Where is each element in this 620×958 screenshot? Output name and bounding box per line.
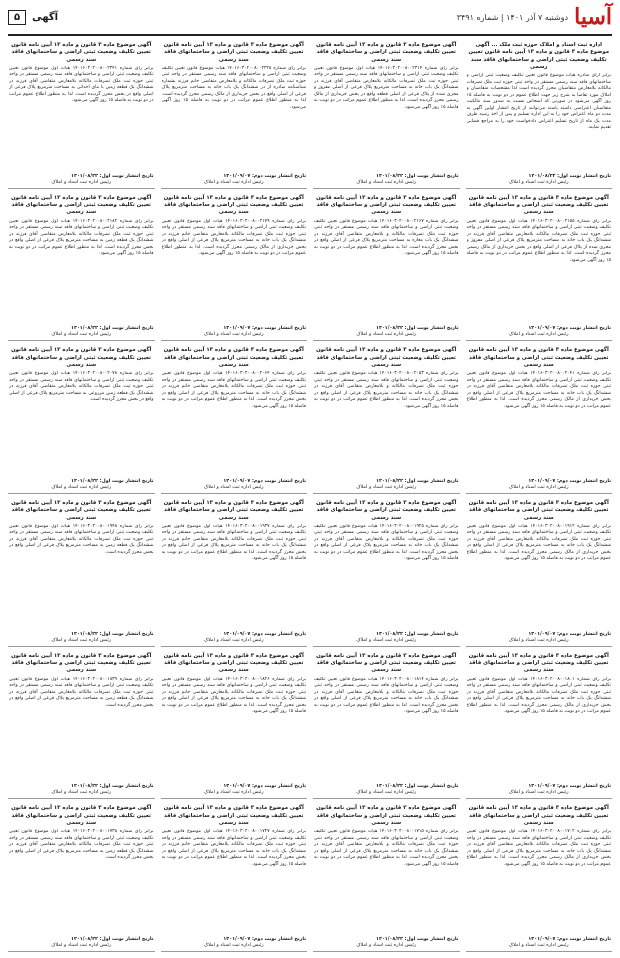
page-number: ۵ (8, 10, 26, 25)
ad-notice (8, 345, 155, 494)
ad-title: آگهی موضوع ماده ۳ قانون و ماده ۱۳ آیین نامه قانون تعیین تکلیف وضعیت ثبتی اراضی و ساختمانهای فاقد سند رسمی (11, 347, 152, 368)
ad-publish-date: تاریخ انتشار نوبت اول: ۱۴۰۱/۰۸/۲۲ (71, 937, 154, 942)
ad-body: برابر رای شماره ۱۴۰۱۶۰۳۰۲۰۰۸۰۰۲۰۵۳ هیات موضوع قانون تعیین تکلیف وضعیت ثبتی اراضی و ساختمانهای فاقد سند رسمی مستقر در واحد ثبتی حوزه ثبت ملک تصرفات مالکانه و بلامعارض متقاضی آقای فرزند در ششدانگ یک باب خانه به مساحت مترمربع پلاک فرعی از اصلی واقع در بخش محرز گردیده است. لذا به منظور اطلاع عموم مراتب در دو نوبت به فاصله ۱۵ روز آگهی می‌شود. (314, 371, 459, 409)
ad-signature: رئیس اداره ثبت اسناد و املاک (203, 332, 264, 338)
ad-title: آگهی موضوع ماده ۳ قانون و ماده ۱۳ آیین نامه قانون تعیین تکلیف وضعیت ثبتی اراضی و ساختمانهای فاقد سند رسمی (316, 194, 457, 216)
ad-signature: رئیس اداره ثبت اسناد و املاک (356, 332, 417, 338)
ad-publish-date: تاریخ انتشار نوبت اول: ۱۴۰۱/۰۸/۲۲ (528, 173, 611, 179)
ad-notice (8, 651, 155, 800)
page-header (8, 0, 612, 36)
ad-title: آگهی موضوع ماده ۳ قانون و ماده ۱۳ آیین نامه قانون تعیین تکلیف وضعیت ثبتی اراضی و ساختمانهای فاقد سند رسمی (316, 500, 457, 521)
ad-signature: رئیس اداره ثبت اسناد و املاک (203, 485, 264, 490)
ad-notice (313, 803, 460, 952)
ad-body: برابر رای شماره ۱۴۰۱۶۰۳۰۲۰۰۸۰۰۱۷۱۵ هیات موضوع قانون تعیین تکلیف وضعیت ثبتی اراضی و ساختمانهای فاقد سند رسمی مستقر در واحد ثبتی حوزه ثبت ملک تصرفات مالکانه و بلامعارض متقاضی آقای فرزند در ششدانگ یک باب خانه به مساحت مترمربع پلاک فرعی از اصلی واقع در بخش محرز گردیده است. لذا به منظور اطلاع عموم مراتب در دو نوبت به فاصله ۱۵ روز آگهی می‌شود. (314, 829, 459, 867)
ad-signature: رئیس اداره ثبت اسناد و املاک (508, 179, 569, 185)
ad-signature: رئیس اداره ثبت اسناد و املاک (203, 790, 264, 796)
ad-title: آگهی موضوع ماده ۳ قانون و ماده ۱۳ آیین نامه قانون تعیین تکلیف وضعیت ثبتی اراضی و ساختمانهای فاقد سند رسمی (11, 500, 152, 521)
ad-body: برابر رای شماره ۱۴۰۱۶۰۳۰۲۰۰۸۰۰۱۸۰۱ هیات اول موضوع قانون تعیین تکلیف وضعیت ثبتی اراضی و ساختمانهای فاقد سند رسمی مستقر در واحد ثبتی حوزه ثبت ملک تصرفات مالکانه بلامعارض متقاضی آقای فرزند در ششدانگ یک باب خانه به مساحت مترمربع پلاک فرعی از اصلی واقع در بخش خریداری از مالک رسمی محرز گردیده است. لذا به منظور اطلاع عموم مراتب در دو نوبت به فاصله ۱۵ روز آگهی می‌شود. (466, 676, 611, 715)
ad-signature: رئیس اداره ثبت اسناد و املاک (356, 943, 417, 948)
ad-body: برابر رای شماره ۱۴۰۱۶۰۳۰۲۰۰۸۰۰۱۸۲۶ هیات اول موضوع قانون تعیین تکلیف وضعیت ثبتی اراضی و ساختمانهای فاقد سند رسمی مستقر در واحد ثبتی حوزه ثبت ملک تصرفات مالکانه بلامعارض متقاضی خانم فرزند در ششدانگ یک باب خانه به مساحت مترمربع پلاک فرعی از اصلی واقع در بخش محرز گردیده است. لذا به منظور اطلاع عموم مراتب در دو نوبت به فاصله ۱۵ روز آگهی می‌شود. (161, 676, 306, 715)
ad-publish-date: تاریخ انتشار نوبت اول: ۱۴۰۱/۰۸/۲۲ (376, 784, 459, 790)
ad-signature: رئیس اداره ثبت اسناد و املاک (356, 790, 417, 796)
ad-body: برابر رای شماره ۱۴۰۱۶۰۳۰۲۰۰۸۰۰۲۳۲۸ هیات موضوع قانون تعیین تکلیف وضعیت ثبتی اراضی و ساختمانهای فاقد سند رسمی مستقر در واحد ثبتی حوزه ثبت ملک تصرفات مالکانه و بلامعارض متقاضی خانم فرزند بشماره شناسنامه صادره از در ششدانگ یک باب خانه به مساحت مترمربع پلاک فرعی از اصلی واقع در بخش خریداری از مالک رسمی محرز گردیده است. لذا به منظور اطلاع عموم مراتب در دو نوبت به فاصله ۱۵ روز آگهی می‌شود. (161, 65, 306, 110)
ad-notice (161, 803, 308, 952)
ad-signature: رئیس اداره ثبت اسناد و املاک (51, 485, 112, 490)
ad-signature: رئیس اداره ثبت اسناد و املاک (356, 179, 417, 185)
ad-title: آگهی موضوع ماده ۳ قانون و ماده ۱۳ آیین نامه قانون تعیین تکلیف وضعیت ثبتی اراضی و ساختمانهای فاقد سند رسمی (316, 805, 457, 826)
ad-notice (313, 651, 460, 800)
ad-publish-date: تاریخ انتشار نوبت دوم: ۱۴۰۱/۰۹/۰۷ (223, 479, 306, 484)
ad-title: اداره ثبت اسناد و املاک حوزه ثبت ملک ... آگهی موضوع ماده ۳ قانون و ماده ۱۳ آیین نامه قانون تعیین تکلیف وضعیت ثبتی اراضی و ساختمانهای فاقد سند رسمی (468, 42, 610, 70)
ad-title: آگهی موضوع ماده ۳ قانون و ماده ۱۳ آیین نامه قانون تعیین تکلیف وضعیت ثبتی اراضی و ساختمانهای فاقد سند رسمی (163, 805, 304, 826)
ad-signature: رئیس اداره ثبت اسناد و املاک (203, 637, 264, 643)
ad-publish-date: تاریخ انتشار نوبت دوم: ۱۴۰۱/۰۹/۰۷ (528, 631, 611, 637)
ad-publish-date: تاریخ انتشار نوبت دوم: ۱۴۰۱/۰۹/۰۷ (528, 326, 611, 332)
ad-title: آگهی موضوع ماده ۳ قانون و ماده ۱۳ آیین نامه قانون تعیین تکلیف وضعیت ثبتی اراضی و ساختمانهای فاقد سند رسمی (163, 652, 304, 674)
ad-signature: رئیس اداره ثبت اسناد و املاک (51, 332, 112, 338)
ad-publish-date: تاریخ انتشار نوبت اول: ۱۴۰۱/۰۸/۲۲ (71, 326, 154, 332)
ad-notice (161, 498, 308, 647)
ad-title: آگهی موضوع ماده ۳ قانون و ماده ۱۳ آیین نامه قانون تعیین تکلیف وضعیت ثبتی اراضی و ساختمانهای فاقد سند رسمی (468, 347, 609, 368)
ad-title: آگهی موضوع ماده ۳ قانون و ماده ۱۳ آیین نامه قانون تعیین تکلیف وضعیت ثبتی اراضی و ساختمانهای فاقد سند رسمی (316, 652, 457, 674)
ad-notice (8, 803, 155, 952)
ad-publish-date: تاریخ انتشار نوبت اول: ۱۴۰۱/۰۸/۲۲ (71, 479, 154, 484)
ad-body: برابر رای شماره ۱۴۰۱۶۰۳۰۲۰۰۸۰۰۲۰۴۱ هیات اول موضوع قانون تعیین تکلیف وضعیت ثبتی اراضی و ساختمانهای فاقد سند رسمی مستقر در واحد ثبتی حوزه ثبت ملک تصرفات مالکانه بلامعارض متقاضی آقای فرزند در ششدانگ یک باب خانه به مساحت مترمربع پلاک فرعی از اصلی واقع در بخش خریداری از مالک رسمی محرز گردیده است. لذا به منظور اطلاع عموم مراتب در دو نوبت به فاصله ۱۵ روز آگهی می‌شود. (466, 371, 611, 409)
ad-publish-date: تاریخ انتشار نوبت دوم: ۱۴۰۱/۰۹/۰۷ (223, 326, 306, 332)
ad-notice (466, 651, 613, 800)
ad-publish-date: تاریخ انتشار نوبت دوم: ۱۴۰۱/۰۹/۰۷ (528, 937, 611, 942)
ad-signature: رئیس اداره ثبت اسناد و املاک (51, 943, 112, 948)
ad-notice (466, 345, 613, 494)
ad-publish-date: تاریخ انتشار نوبت دوم: ۱۴۰۱/۰۹/۰۷ (223, 784, 306, 790)
ad-notice (8, 498, 155, 647)
ad-publish-date: تاریخ انتشار نوبت اول: ۱۴۰۱/۰۸/۲۲ (71, 173, 154, 179)
newspaper-logo: آسیا (574, 4, 612, 30)
ad-signature: رئیس اداره ثبت اسناد و املاک (508, 485, 569, 490)
ad-notice (161, 193, 308, 342)
ad-signature: رئیس اداره ثبت اسناد و املاک (51, 637, 112, 643)
ad-body: برابر رای شماره ۱۴۰۱۶۰۳۰۲۰۰۸۰۰۱۸۱۴ هیات موضوع قانون تعیین تکلیف وضعیت ثبتی اراضی و ساختمانهای فاقد سند رسمی مستقر در واحد ثبتی حوزه ثبت ملک تصرفات مالکانه و بلامعارض متقاضی آقای فرزند در ششدانگ یک باب خانه به مساحت مترمربع پلاک فرعی از اصلی واقع در بخش محرز گردیده است. لذا به منظور اطلاع عموم مراتب در دو نوبت به فاصله ۱۵ روز آگهی می‌شود. (314, 676, 459, 715)
ad-publish-date: تاریخ انتشار نوبت اول: ۱۴۰۱/۰۸/۲۲ (376, 173, 459, 179)
ad-body: برابر رای شماره ۱۴۰۱۶۰۳۰۲۰۰۸۰۰۲۱۵۵ هیات اول موضوع قانون تعیین تکلیف وضعیت ثبتی اراضی و ساختمانهای فاقد سند رسمی مستقر در واحد ثبتی حوزه ثبت ملک تصرفات مالکانه بلامعارض متقاضی آقای فرزند در ششدانگ یک باب خانه به مساحت مترمربع پلاک فرعی از اصلی مفروز و مجزی شده از پلاک فرعی از اصلی واقع در بخش خریداری از مالک رسمی محرز گردیده است. لذا به منظور اطلاع عموم مراتب در دو نوبت به فاصله ۱۵ روز آگهی می‌شود. (466, 218, 611, 263)
ad-signature: رئیس اداره ثبت اسناد و املاک (51, 790, 112, 796)
ad-body: برابر رای شماره ۱۴۰۱۶۰۳۰۲۰۰۸۰۰۱۷۲۷ هیات اول موضوع قانون تعیین تکلیف وضعیت ثبتی اراضی و ساختمانهای فاقد سند رسمی مستقر در واحد ثبتی حوزه ثبت ملک تصرفات مالکانه بلامعارض متقاضی خانم فرزند در ششدانگ یک باب خانه به مساحت مترمربع پلاک فرعی از اصلی واقع در بخش محرز گردیده است. لذا به منظور اطلاع عموم مراتب در دو نوبت به فاصله ۱۵ روز آگهی می‌شود. (161, 829, 306, 867)
ad-title: آگهی موضوع ماده ۳ قانون و ماده ۱۳ آیین نامه قانون تعیین تکلیف وضعیت ثبتی اراضی و ساختمانهای فاقد سند رسمی (163, 42, 304, 63)
ad-publish-date: تاریخ انتشار نوبت دوم: ۱۴۰۱/۰۹/۰۷ (223, 937, 306, 942)
ad-title: آگهی موضوع ماده ۳ قانون و ماده ۱۳ آیین نامه قانون تعیین تکلیف وضعیت ثبتی اراضی و ساختمانهای فاقد سند رسمی (11, 805, 152, 826)
ad-notice (8, 40, 155, 189)
section-title: آگهی (32, 11, 59, 23)
ad-publish-date: تاریخ انتشار نوبت دوم: ۱۴۰۱/۰۹/۰۷ (223, 631, 306, 637)
ad-notice (466, 803, 613, 952)
ad-publish-date: تاریخ انتشار نوبت دوم: ۱۴۰۱/۰۹/۰۷ (223, 173, 306, 179)
ad-notice (313, 193, 460, 342)
ad-notice (313, 345, 460, 494)
ad-signature: رئیس اداره ثبت اسناد و املاک (51, 179, 112, 185)
ad-title: آگهی موضوع ماده ۳ قانون و ماده ۱۳ آیین نامه قانون تعیین تکلیف وضعیت ثبتی اراضی و ساختمانهای فاقد سند رسمی (468, 194, 609, 216)
ad-body: برابر رای شماره ۱۴۰۱۶۰۳۰۲۰۰۸۰۰۲۰۶۴ هیات اول موضوع قانون تعیین تکلیف وضعیت ثبتی اراضی و ساختمانهای فاقد سند رسمی مستقر در واحد ثبتی حوزه ثبت ملک تصرفات مالکانه بلامعارض متقاضی خانم فرزند در ششدانگ یک باب خانه به مساحت مترمربع پلاک فرعی از اصلی واقع در بخش محرز گردیده است. لذا به منظور اطلاع عموم مراتب در دو نوبت به فاصله ۱۵ روز آگهی می‌شود. (161, 371, 306, 409)
ad-title: آگهی موضوع ماده ۳ قانون و ماده ۱۳ آیین نامه قانون تعیین تکلیف وضعیت ثبتی اراضی و ساختمانهای فاقد سند رسمی (163, 500, 304, 521)
ad-body: برابر رای شماره ۱۴۰۱۶۰۳۰۲۰۰۸۰۰۲۳۱۴ هیات اول موضوع قانون تعیین تکلیف وضعیت ثبتی اراضی و ساختمانهای فاقد سند رسمی مستقر در واحد ثبتی حوزه ثبت ملک تصرفات مالکانه بلامعارض متقاضی آقای فرزند در ششدانگ یک باب خانه به مساحت مترمربع پلاک فرعی از اصلی مفروز و مجزی شده از پلاک فرعی از اصلی قطعه واقع در بخش خریداری از مالک رسمی محرز گردیده است. لذا به منظور اطلاع عموم مراتب در دو نوبت به فاصله ۱۵ روز آگهی می‌شود. (314, 65, 459, 110)
ad-body: برابر رای شماره ۱۴۰۱۶۰۳۰۲۰۰۸۰۰۱۹۲۵ هیات موضوع قانون تعیین تکلیف وضعیت ثبتی اراضی و ساختمانهای فاقد سند رسمی مستقر در واحد ثبتی حوزه ثبت ملک تصرفات مالکانه و بلامعارض متقاضی آقای فرزند در ششدانگ یک باب خانه به مساحت مترمربع پلاک فرعی از اصلی واقع در بخش محرز گردیده است. لذا به منظور اطلاع عموم مراتب در دو نوبت به فاصله ۱۵ روز آگهی می‌شود. (314, 523, 459, 562)
ad-notice (313, 40, 460, 189)
ad-signature: رئیس اداره ثبت اسناد و املاک (356, 485, 417, 490)
ad-notice (161, 651, 308, 800)
ad-title: آگهی موضوع ماده ۳ قانون و ماده ۱۳ آیین نامه قانون تعیین تکلیف وضعیت ثبتی اراضی و ساختمانهای فاقد سند رسمی (468, 805, 609, 826)
ad-notice (466, 498, 613, 647)
ad-publish-date: تاریخ انتشار نوبت اول: ۱۴۰۱/۰۸/۲۲ (71, 784, 154, 790)
ad-body: برابر رای شماره ۱۴۰۱۶۰۳۰۲۰۰۸۰۰۱۷۳۸ هیات اول موضوع قانون تعیین تکلیف وضعیت ثبتی اراضی و ساختمانهای فاقد سند رسمی مستقر در واحد ثبتی حوزه ثبت ملک تصرفات مالکانه بلامعارض متقاضی آقای فرزند در ششدانگ یک قطعه زمین به مساحت مترمربع پلاک فرعی از اصلی واقع در بخش محرز گردیده است. (9, 829, 154, 861)
ad-body: برابر رای شماره ۱۴۰۱۶۰۳۰۲۰۰۸۰۰۱۹۱۲ هیات اول موضوع قانون تعیین تکلیف وضعیت ثبتی اراضی و ساختمانهای فاقد سند رسمی مستقر در واحد ثبتی حوزه ثبت ملک تصرفات مالکانه بلامعارض متقاضی آقای فرزند در ششدانگ یک باب خانه به مساحت مترمربع پلاک فرعی از اصلی واقع در بخش خریداری از مالک رسمی محرز گردیده است. لذا به منظور اطلاع عموم مراتب در دو نوبت به فاصله ۱۵ روز آگهی می‌شود. (466, 523, 611, 562)
ad-body: برابر رای شماره ۱۴۰۱۶۰۳۰۲۰۰۸۰۰۱۹۳۷ هیات اول موضوع قانون تعیین تکلیف وضعیت ثبتی اراضی و ساختمانهای فاقد سند رسمی مستقر در واحد ثبتی حوزه ثبت ملک تصرفات مالکانه بلامعارض متقاضی خانم فرزند در ششدانگ یک باب خانه به مساحت مترمربع پلاک فرعی از اصلی واقع در بخش محرز گردیده است. لذا به منظور اطلاع عموم مراتب در دو نوبت به فاصله ۱۵ روز آگهی می‌شود. (161, 523, 306, 562)
ad-body: برابر رای شماره ۱۴۰۱۶۰۳۰۲۰۰۸۰۰۱۹۴۸ هیات اول موضوع قانون تعیین تکلیف وضعیت ثبتی اراضی و ساختمانهای فاقد سند رسمی مستقر در واحد ثبتی حوزه ثبت ملک تصرفات مالکانه بلامعارض متقاضی آقای فرزند در ششدانگ یک قطعه زمین به مساحت مترمربع پلاک فرعی از اصلی واقع در بخش محرز گردیده است. (9, 523, 154, 555)
ad-body: برابر رای شماره ۱۴۰۱۶۰۳۰۲۰۰۸۰۰۲۱۶۷ هیات موضوع قانون تعیین تکلیف وضعیت ثبتی اراضی و ساختمانهای فاقد سند رسمی مستقر در واحد ثبتی حوزه ثبت ملک تصرفات مالکانه و بلامعارض متقاضی آقای فرزند در ششدانگ یک باب مغازه به مساحت مترمربع پلاک فرعی از اصلی واقع در بخش محرز گردیده است. لذا به منظور اطلاع عموم مراتب در دو نوبت به فاصله ۱۵ روز آگهی می‌شود. (314, 218, 459, 257)
ad-notice (161, 345, 308, 494)
issue-info: دوشنبه ۷ آذر ۱۴۰۱ | شماره ۳۴۹۱ (456, 12, 569, 22)
ad-title: آگهی موضوع ماده ۳ قانون و ماده ۱۳ آیین نامه قانون تعیین تکلیف وضعیت ثبتی اراضی و ساختمانهای فاقد سند رسمی (163, 194, 304, 216)
ad-publish-date: تاریخ انتشار نوبت اول: ۱۴۰۱/۰۸/۲۲ (376, 326, 459, 332)
ad-publish-date: تاریخ انتشار نوبت دوم: ۱۴۰۱/۰۹/۰۷ (528, 479, 611, 484)
ad-signature: رئیس اداره ثبت اسناد و املاک (356, 637, 417, 643)
ad-title: آگهی موضوع ماده ۳ قانون و ماده ۱۳ آیین نامه قانون تعیین تکلیف وضعیت ثبتی اراضی و ساختمانهای فاقد سند رسمی (468, 500, 609, 521)
ad-notice (466, 40, 613, 189)
ad-body: برابر رای شماره ۱۴۰۱۶۰۳۰۲۰۰۸۰۰۲۰۷۸ هیات اول موضوع قانون تعیین تکلیف وضعیت ثبتی اراضی و ساختمانهای فاقد سند رسمی مستقر در واحد ثبتی حوزه ثبت ملک تصرفات مالکانه بلامعارض متقاضی آقای فرزند در ششدانگ یک قطعه زمین مزروعی به مساحت مترمربع پلاک فرعی از اصلی واقع در بخش محرز گردیده است. (9, 371, 154, 403)
ad-signature: رئیس اداره ثبت اسناد و املاک (508, 790, 569, 796)
ad-title: آگهی موضوع ماده ۳ قانون و ماده ۱۳ آیین نامه قانون تعیین تکلیف وضعیت ثبتی اراضی و ساختمانهای فاقد سند رسمی (163, 347, 304, 368)
ad-signature: رئیس اداره ثبت اسناد و املاک (203, 943, 264, 948)
section-label (8, 10, 58, 25)
ad-signature: رئیس اداره ثبت اسناد و املاک (508, 332, 569, 338)
ad-publish-date: تاریخ انتشار نوبت اول: ۱۴۰۱/۰۸/۲۲ (71, 631, 154, 637)
ad-notice (313, 498, 460, 647)
ad-body: برابر رای شماره ۱۴۰۱۶۰۳۰۲۰۰۸۰۰۱۷۰۲ هیات اول موضوع قانون تعیین تکلیف وضعیت ثبتی اراضی و ساختمانهای فاقد سند رسمی مستقر در واحد ثبتی حوزه ثبت ملک تصرفات مالکانه بلامعارض متقاضی آقای فرزند در ششدانگ یک باب خانه به مساحت مترمربع پلاک فرعی از اصلی واقع در بخش خریداری از مالک رسمی محرز گردیده است. لذا به منظور اطلاع عموم مراتب در دو نوبت به فاصله ۱۵ روز آگهی می‌شود. (466, 829, 611, 867)
ad-title: آگهی موضوع ماده ۳ قانون و ماده ۱۳ آیین نامه قانون تعیین تکلیف وضعیت ثبتی اراضی و ساختمانهای فاقد سند رسمی (11, 194, 152, 216)
ad-title: آگهی موضوع ماده ۳ قانون و ماده ۱۳ آیین نامه قانون تعیین تکلیف وضعیت ثبتی اراضی و ساختمانهای فاقد سند رسمی (316, 42, 457, 63)
ad-publish-date: تاریخ انتشار نوبت اول: ۱۴۰۱/۰۸/۲۲ (376, 937, 459, 942)
ads-grid (8, 40, 612, 952)
ad-signature: رئیس اداره ثبت اسناد و املاک (508, 637, 569, 643)
masthead (457, 6, 612, 28)
ad-notice (8, 193, 155, 342)
ad-signature: رئیس اداره ثبت اسناد و املاک (203, 179, 264, 185)
ad-title: آگهی موضوع ماده ۳ قانون و ماده ۱۳ آیین نامه قانون تعیین تکلیف وضعیت ثبتی اراضی و ساختمانهای فاقد سند رسمی (316, 347, 457, 368)
ad-body: برابر رای شماره ۱۴۰۱۶۰۳۰۲۰۰۸۰۰۲۳۴۱ هیات اول موضوع قانون تعیین تکلیف وضعیت ثبتی اراضی و ساختمانهای فاقد سند رسمی مستقر در واحد ثبتی حوزه ثبت ملک تصرفات مالکانه بلامعارض متقاضی آقای فرزند در ششدانگ یک قطعه زمین با بنای احداثی به مساحت مترمربع پلاک فرعی از اصلی واقع در بخش محرز گردیده است. لذا به منظور اطلاع عموم مراتب در دو نوبت به فاصله ۱۵ روز آگهی می‌شود. (9, 65, 154, 104)
ad-signature: رئیس اداره ثبت اسناد و املاک (508, 943, 569, 948)
ad-publish-date: تاریخ انتشار نوبت اول: ۱۴۰۱/۰۸/۲۲ (376, 479, 459, 484)
ad-title: آگهی موضوع ماده ۳ قانون و ماده ۱۳ آیین نامه قانون تعیین تکلیف وضعیت ثبتی اراضی و ساختمانهای فاقد سند رسمی (11, 42, 152, 63)
ad-body: برابر رای شماره ۱۴۰۱۶۰۳۰۲۰۰۸۰۰۲۱۷۹ هیات اول موضوع قانون تعیین تکلیف وضعیت ثبتی اراضی و ساختمانهای فاقد سند رسمی مستقر در واحد ثبتی حوزه ثبت ملک تصرفات مالکانه بلامعارض متقاضی خانم فرزند در ششدانگ یک باب خانه به مساحت مترمربع پلاک فرعی از اصلی واقع در بخش خریداری از مالک رسمی محرز گردیده است. لذا به منظور اطلاع عموم مراتب در دو نوبت به فاصله ۱۵ روز آگهی می‌شود. (161, 218, 306, 257)
ad-title: آگهی موضوع ماده ۳ قانون و ماده ۱۳ آیین نامه قانون تعیین تکلیف وضعیت ثبتی اراضی و ساختمانهای فاقد سند رسمی (11, 652, 152, 674)
ad-publish-date: تاریخ انتشار نوبت اول: ۱۴۰۱/۰۸/۲۲ (376, 631, 459, 637)
ad-body: برابر رای شماره ۱۴۰۱۶۰۳۰۲۰۰۸۰۰۱۸۳۹ هیات اول موضوع قانون تعیین تکلیف وضعیت ثبتی اراضی و ساختمانهای فاقد سند رسمی مستقر در واحد ثبتی حوزه ثبت ملک تصرفات مالکانه بلامعارض متقاضی آقای فرزند در ششدانگ یک قطعه زمین به مساحت مترمربع پلاک فرعی از اصلی واقع در بخش محرز گردیده است. (9, 676, 154, 708)
ad-body: برابر رای شماره ۱۴۰۱۶۰۳۰۲۰۰۸۰۰۲۱۸۲ هیات اول موضوع قانون تعیین تکلیف وضعیت ثبتی اراضی و ساختمانهای فاقد سند رسمی مستقر در واحد ثبتی حوزه ثبت ملک تصرفات مالکانه بلامعارض متقاضی آقای فرزند در ششدانگ یک قطعه زمین به مساحت مترمربع پلاک فرعی از اصلی واقع در بخش محرز گردیده است. لذا به منظور اطلاع عموم مراتب در دو نوبت به فاصله ۱۵ روز آگهی می‌شود. (9, 218, 154, 257)
ad-title: آگهی موضوع ماده ۳ قانون و ماده ۱۳ آیین نامه قانون تعیین تکلیف وضعیت ثبتی اراضی و ساختمانهای فاقد سند رسمی (468, 652, 609, 674)
ad-body: برابر آرای صادره هیات موضوع قانون تعیین تکلیف وضعیت ثبتی اراضی و ساختمانهای فاقد سند رسمی مستقر در واحد ثبتی حوزه ثبت ملک تصرفات مالکانه بلامعارض متقاضیان محرز گردیده است لذا مشخصات متقاضیان و املاک مورد تقاضا به شرح زیر جهت اطلاع عموم در دو نوبت به فاصله ۱۵ روز آگهی می‌شود در صورتی که اشخاص نسبت به صدور سند مالکیت متقاضیان اعتراضی داشته باشند می‌توانند از تاریخ انتشار اولین آگهی به مدت دو ماه اعتراض خود را به این اداره تسلیم و پس از اخذ رسید ظرف مدت یک ماه از تاریخ تسلیم اعتراض دادخواست خود را به مراجع قضایی تقدیم نمایند. (466, 73, 611, 131)
ad-notice (466, 193, 613, 342)
ad-publish-date: تاریخ انتشار نوبت دوم: ۱۴۰۱/۰۹/۰۷ (528, 784, 611, 790)
ad-notice (161, 40, 308, 189)
